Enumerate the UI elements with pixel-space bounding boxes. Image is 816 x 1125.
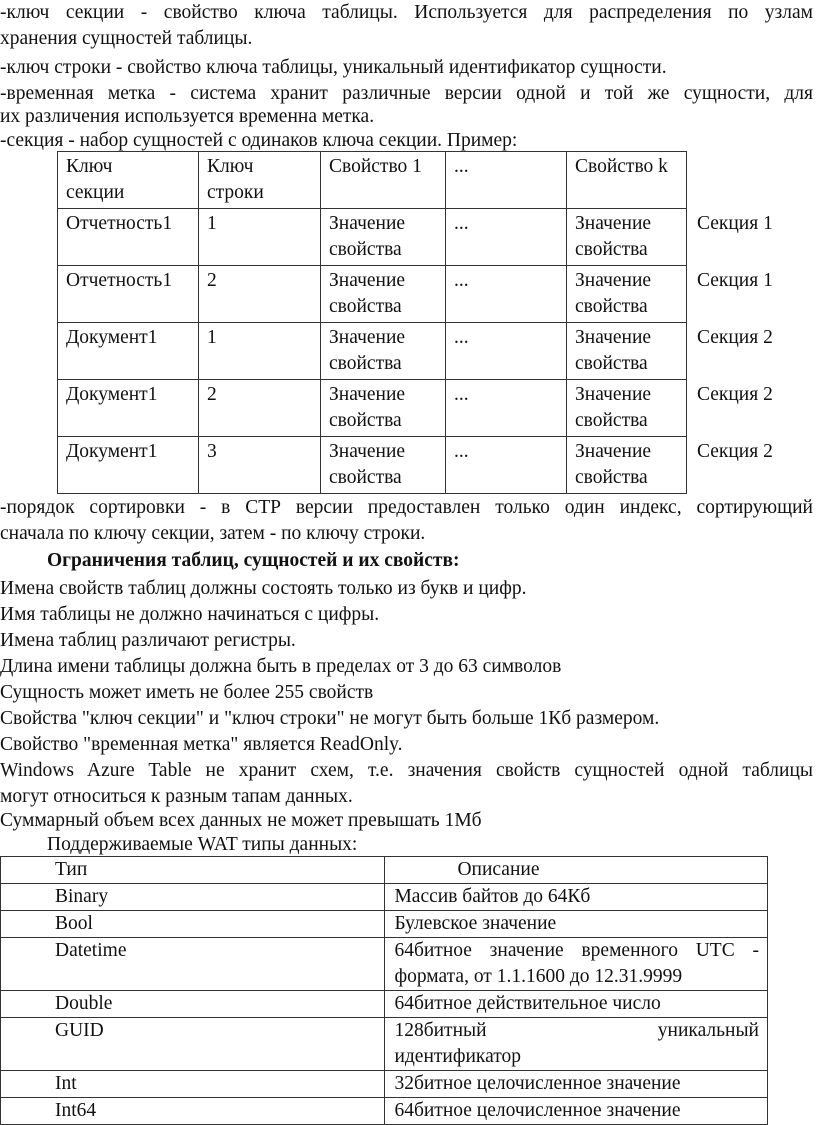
cell-description: Массив байтов до 64Кб: [385, 884, 768, 911]
header-partition-key: [58, 152, 199, 209]
header-property-1: [321, 152, 446, 209]
cell-property-k: [567, 323, 687, 380]
cell-text: свойства: [575, 239, 648, 260]
cell-dots: ...: [446, 380, 567, 437]
header-text: ...: [454, 156, 469, 177]
table-row: [1, 1018, 768, 1071]
cell-text: свойства: [329, 353, 402, 374]
cell-text: Значение: [329, 213, 406, 234]
cell-text: свойства: [575, 410, 648, 431]
header-row-key: [199, 152, 321, 209]
sort-order-line1: -порядок сортировки - в СТР версии предоставлен только один индекс, сортирующий: [0, 497, 813, 518]
cell-text: Значение: [575, 384, 652, 405]
cell-dots: ...: [446, 323, 567, 380]
section-label: Секция 2: [697, 440, 773, 462]
cell-text: Значение: [329, 384, 406, 405]
header-dots: [446, 152, 567, 209]
cell-text: Значение: [329, 270, 406, 291]
cell-property-1: [321, 323, 446, 380]
header-text: Ключ: [207, 156, 254, 177]
cell-text: свойства: [329, 410, 402, 431]
restriction-item: Длина имени таблицы должна быть в пределах от 3 до 63 символов: [0, 656, 562, 677]
cell-text: идентификатор: [394, 1046, 522, 1067]
cell-dots: ...: [446, 437, 567, 494]
table-row: [1, 1098, 768, 1125]
section-label: Секция 2: [697, 326, 773, 348]
cell-property-k: [567, 209, 687, 266]
cell-dots: ...: [446, 266, 567, 323]
restriction-item: Windows Azure Table не хранит схем, т.е. значения свойств сущностей одной таблицы: [0, 760, 813, 781]
cell-text: Значение: [575, 213, 652, 234]
restriction-item: могут относиться к разным тапам данных.: [0, 786, 353, 807]
cell-property-1: [321, 266, 446, 323]
restriction-item: Имена свойств таблиц должны состоять только из букв и цифр.: [0, 578, 527, 599]
cell-property-k: [567, 437, 687, 494]
entity-example-table: [57, 151, 782, 494]
cell-type: GUID: [1, 1018, 385, 1071]
cell-type: Int64: [1, 1098, 385, 1125]
table-row: [1, 884, 768, 911]
cell-text: 128битный уникальный: [394, 1020, 759, 1041]
definition-partition-key-line2: хранения сущностей таблицы.: [0, 28, 253, 49]
cell-description: [385, 938, 768, 991]
cell-row-key: 2: [199, 380, 321, 437]
cell-description: 32битное целочисленное значение: [385, 1071, 768, 1098]
cell-text: 64битное значение временного UTC -: [394, 940, 759, 961]
table-row: [1, 938, 768, 991]
restriction-item: Суммарный объем всех данных не может превышать 1Мб: [0, 810, 482, 831]
table-row: [58, 437, 782, 494]
cell-text: свойства: [575, 467, 648, 488]
cell-text: свойства: [329, 467, 402, 488]
restrictions-heading: Ограничения таблиц, сущностей и их свойств:: [47, 550, 460, 571]
cell-type: Binary: [1, 884, 385, 911]
section-label: Секция 1: [697, 212, 773, 234]
cell-text: Значение: [575, 270, 652, 291]
restriction-item: Сущность может иметь не более 255 свойств: [0, 682, 374, 703]
cell-type: Int: [1, 1071, 385, 1098]
cell-row-key: 3: [199, 437, 321, 494]
table-row: [58, 209, 782, 266]
cell-text: Значение: [329, 327, 406, 348]
table-row: [58, 266, 782, 323]
table-row: [1, 911, 768, 938]
types-caption: Поддерживаемые WAT типы данных:: [47, 834, 358, 855]
header-text: Свойство 1: [329, 156, 422, 177]
cell-description: 64битное целочисленное значение: [385, 1098, 768, 1125]
cell-description: Булевское значение: [385, 911, 768, 938]
sort-order-line2: сначала по ключу секции, затем - по ключу строки.: [0, 523, 426, 544]
section-label-empty: [687, 152, 782, 209]
types-header-row: [1, 857, 768, 884]
definition-timestamp-line1: -временная метка - система хранит различные версии одной и той же сущности, для: [0, 83, 813, 104]
cell-partition-key: Документ1: [58, 323, 199, 380]
header-type: Тип: [1, 857, 385, 884]
cell-text: Значение: [575, 441, 652, 462]
cell-partition-key: Документ1: [58, 380, 199, 437]
cell-type: Double: [1, 991, 385, 1018]
cell-text: свойства: [329, 296, 402, 317]
data-types-table: [0, 856, 768, 1125]
cell-text: Значение: [329, 441, 406, 462]
restriction-item: Свойства "ключ секции" и "ключ строки" не могут быть больше 1Кб размером.: [0, 708, 660, 729]
cell-partition-key: Документ1: [58, 437, 199, 494]
definition-partition-key-line1: -ключ секции - свойство ключа таблицы. Используется для распределения по узлам: [0, 2, 813, 23]
table-row: [58, 380, 782, 437]
cell-text: Значение: [575, 327, 652, 348]
table-row: [58, 323, 782, 380]
cell-partition-key: Отчетность1: [58, 209, 199, 266]
section-label: Секция 1: [697, 269, 773, 291]
cell-row-key: 2: [199, 266, 321, 323]
table-row: [1, 991, 768, 1018]
header-property-k: [567, 152, 687, 209]
cell-row-key: 1: [199, 209, 321, 266]
cell-type: Bool: [1, 911, 385, 938]
cell-text: свойства: [329, 239, 402, 260]
cell-partition-key: Отчетность1: [58, 266, 199, 323]
cell-property-1: [321, 209, 446, 266]
cell-type: Datetime: [1, 938, 385, 991]
definition-section: -секция - набор сущностей с одинаков ключа секции. Пример:: [0, 130, 518, 151]
cell-property-k: [567, 380, 687, 437]
definition-timestamp-line2: их различения используется временна метка.: [0, 106, 375, 127]
definition-row-key: -ключ строки - свойство ключа таблицы, уникальный идентификатор сущности.: [0, 57, 667, 78]
cell-description: 64битное действительное число: [385, 991, 768, 1018]
cell-dots: ...: [446, 209, 567, 266]
restriction-item: Имена таблиц различают регистры.: [0, 630, 296, 651]
cell-text: свойства: [575, 353, 648, 374]
header-text: Свойство k: [575, 156, 668, 177]
restriction-item: Свойство "временная метка" является ReadOnly.: [0, 734, 403, 755]
cell-property-1: [321, 380, 446, 437]
entity-table-header-row: [58, 152, 782, 209]
cell-property-k: [567, 266, 687, 323]
section-label: Секция 2: [697, 383, 773, 405]
restriction-item: Имя таблицы не должно начинаться с цифры.: [0, 604, 380, 625]
cell-text: формата, от 1.1.1600 до 12.31.9999: [394, 966, 683, 987]
cell-text: свойства: [575, 296, 648, 317]
header-text: Ключ: [66, 156, 113, 177]
header-description: Описание: [385, 857, 768, 884]
cell-description: [385, 1018, 768, 1071]
cell-property-1: [321, 437, 446, 494]
header-text: секции: [66, 182, 125, 203]
header-text: строки: [207, 182, 264, 203]
table-row: [1, 1071, 768, 1098]
cell-row-key: 1: [199, 323, 321, 380]
